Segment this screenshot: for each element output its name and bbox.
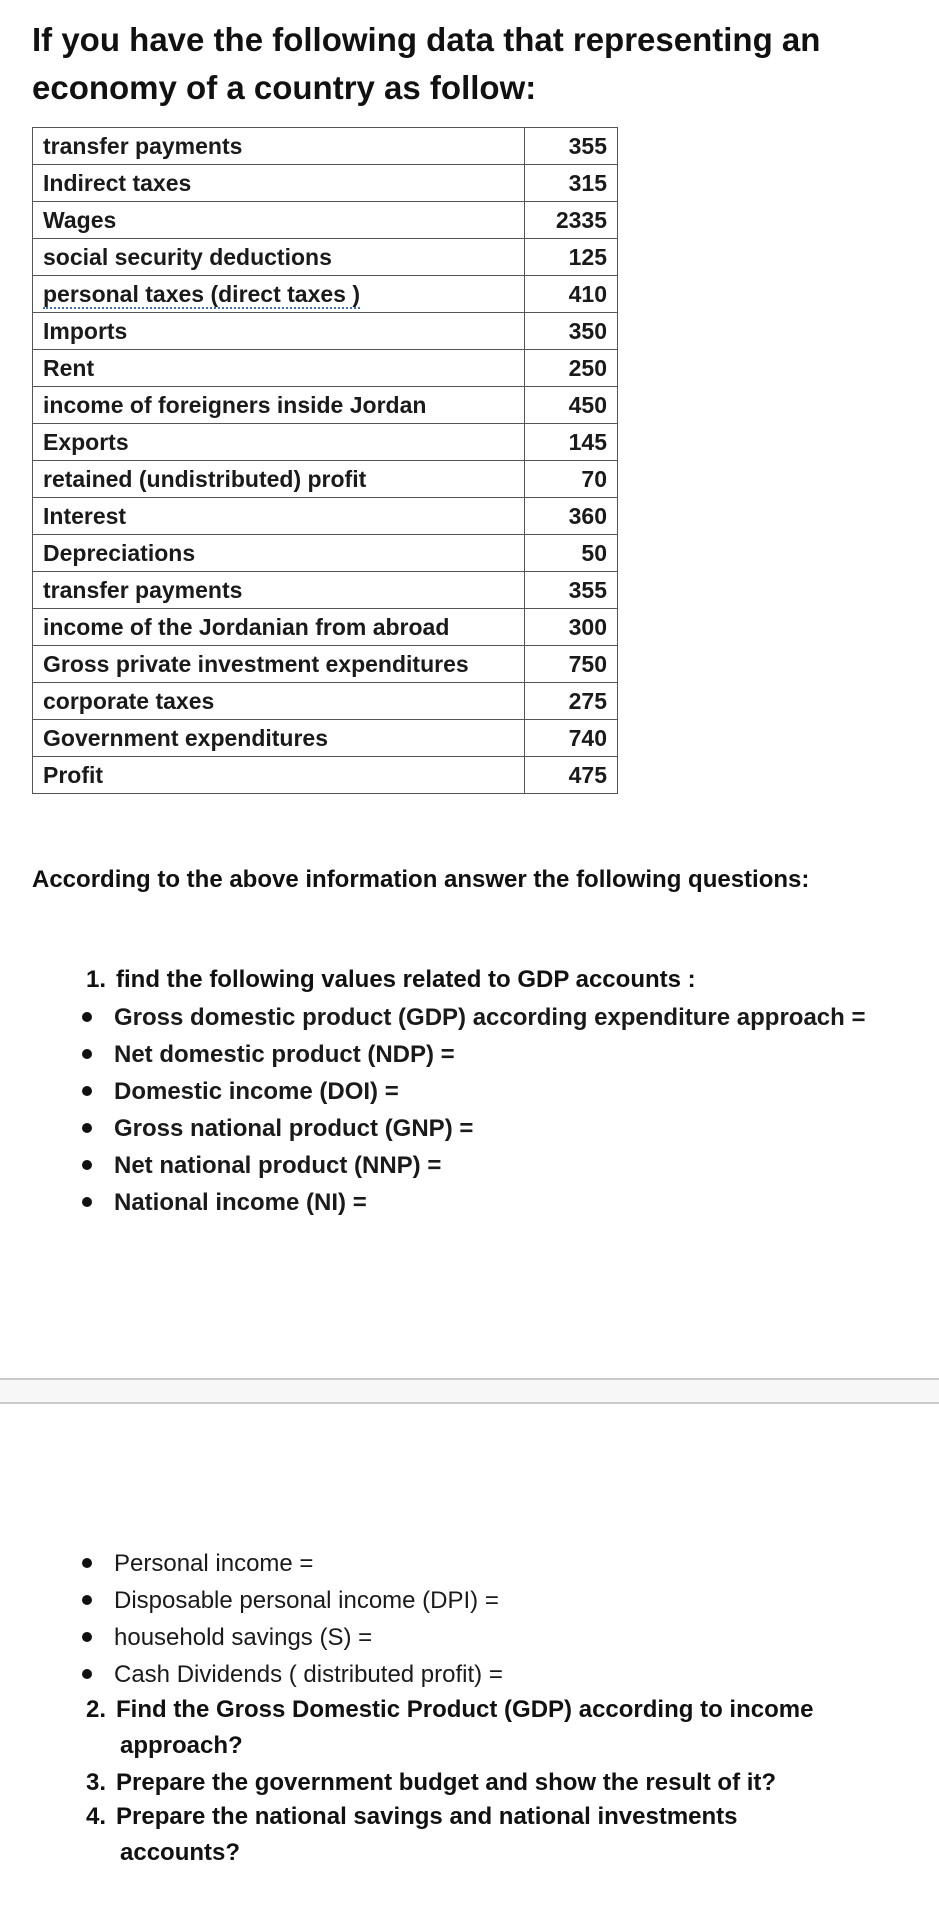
question-4 bbox=[86, 1799, 738, 1871]
list-item-text: Net domestic product (NDP) = bbox=[114, 1041, 455, 1068]
list-item-text: Disposable personal income (DPI) = bbox=[114, 1587, 499, 1614]
row-label: Imports bbox=[33, 313, 525, 350]
row-label: corporate taxes bbox=[33, 683, 525, 720]
row-label: Gross private investment expenditures bbox=[33, 646, 525, 683]
table-row bbox=[33, 572, 618, 609]
question-text: Prepare the government budget and show the result of it? bbox=[116, 1769, 777, 1796]
table-row bbox=[33, 683, 618, 720]
bullet-icon bbox=[82, 1123, 92, 1133]
row-value: 475 bbox=[524, 757, 617, 794]
question-text: find the following values related to GDP accounts : bbox=[116, 966, 696, 993]
list-item bbox=[78, 1619, 503, 1656]
bullet-icon bbox=[82, 1049, 92, 1059]
list-item bbox=[78, 1073, 865, 1110]
bullet-icon bbox=[82, 1086, 92, 1096]
question-number: 3. bbox=[86, 1769, 107, 1796]
row-value: 2335 bbox=[524, 202, 617, 239]
row-value: 50 bbox=[524, 535, 617, 572]
table-row bbox=[33, 757, 618, 794]
page-title: If you have the following data that representing an economy of a country as follow: bbox=[32, 21, 821, 106]
row-label: social security deductions bbox=[33, 239, 525, 276]
question-1 bbox=[86, 962, 696, 998]
row-value: 350 bbox=[524, 313, 617, 350]
gdp-values-list bbox=[78, 999, 865, 1221]
list-item-text: National income (NI) = bbox=[114, 1189, 367, 1216]
table-row bbox=[33, 461, 618, 498]
row-label: Indirect taxes bbox=[33, 165, 525, 202]
table-row bbox=[33, 350, 618, 387]
row-label-text: personal taxes (direct taxes ) bbox=[43, 281, 361, 307]
bullet-icon bbox=[82, 1632, 92, 1642]
bullet-icon bbox=[82, 1197, 92, 1207]
table-row bbox=[33, 387, 618, 424]
row-value: 125 bbox=[524, 239, 617, 276]
row-value: 740 bbox=[524, 720, 617, 757]
question-number: 1. bbox=[86, 966, 107, 993]
row-value: 145 bbox=[524, 424, 617, 461]
question-text-continued: approach? bbox=[120, 1732, 243, 1759]
row-value: 315 bbox=[524, 165, 617, 202]
table-row bbox=[33, 239, 618, 276]
row-label: Profit bbox=[33, 757, 525, 794]
list-item bbox=[78, 1184, 865, 1221]
bullet-icon bbox=[82, 1669, 92, 1679]
list-item-text: Personal income = bbox=[114, 1550, 314, 1577]
row-value: 360 bbox=[524, 498, 617, 535]
bullet-icon bbox=[82, 1595, 92, 1605]
row-label: Exports bbox=[33, 424, 525, 461]
row-label: Depreciations bbox=[33, 535, 525, 572]
row-value: 750 bbox=[524, 646, 617, 683]
row-value: 70 bbox=[524, 461, 617, 498]
list-item-text: Net national product (NNP) = bbox=[114, 1152, 442, 1179]
question-text: Find the Gross Domestic Product (GDP) according to income bbox=[116, 1696, 814, 1723]
question-number: 2. bbox=[86, 1696, 107, 1723]
row-value: 300 bbox=[524, 609, 617, 646]
row-label: Wages bbox=[33, 202, 525, 239]
list-item bbox=[78, 999, 865, 1036]
row-label: retained (undistributed) profit bbox=[33, 461, 525, 498]
list-item-text: Domestic income (DOI) = bbox=[114, 1078, 399, 1105]
list-item-text: Gross domestic product (GDP) according expenditure approach = bbox=[114, 1004, 866, 1031]
bullet-icon bbox=[82, 1012, 92, 1022]
question-number: 4. bbox=[86, 1803, 107, 1830]
table-row bbox=[33, 498, 618, 535]
list-item-text: Gross national product (GNP) = bbox=[114, 1115, 474, 1142]
question-2 bbox=[86, 1692, 813, 1764]
list-item bbox=[78, 1147, 865, 1184]
table-row bbox=[33, 165, 618, 202]
bullet-icon bbox=[82, 1558, 92, 1568]
row-value: 250 bbox=[524, 350, 617, 387]
table-row bbox=[33, 646, 618, 683]
economy-data-table bbox=[32, 127, 618, 794]
list-item bbox=[78, 1036, 865, 1073]
row-label: Government expenditures bbox=[33, 720, 525, 757]
list-item bbox=[78, 1545, 503, 1582]
list-item-text: Cash Dividends ( distributed profit) = bbox=[114, 1661, 503, 1688]
table-row bbox=[33, 424, 618, 461]
row-label: Interest bbox=[33, 498, 525, 535]
list-item-text: household savings (S) = bbox=[114, 1624, 373, 1651]
table-row bbox=[33, 313, 618, 350]
table-row bbox=[33, 720, 618, 757]
list-item bbox=[78, 1656, 503, 1693]
row-value: 355 bbox=[524, 572, 617, 609]
income-values-list bbox=[78, 1545, 503, 1693]
table-row bbox=[33, 128, 618, 165]
row-value: 450 bbox=[524, 387, 617, 424]
list-item bbox=[78, 1110, 865, 1147]
row-label: transfer payments bbox=[33, 128, 525, 165]
question-text-continued: accounts? bbox=[120, 1839, 241, 1866]
bullet-icon bbox=[82, 1160, 92, 1170]
row-value: 410 bbox=[524, 276, 617, 313]
row-value: 355 bbox=[524, 128, 617, 165]
table-row bbox=[33, 276, 618, 313]
section-divider bbox=[0, 1378, 939, 1404]
table-row bbox=[33, 202, 618, 239]
question-3 bbox=[86, 1765, 776, 1801]
questions-intro: According to the above information answer the following questions: bbox=[32, 866, 810, 893]
row-label: transfer payments bbox=[33, 572, 525, 609]
row-value: 275 bbox=[524, 683, 617, 720]
row-label: income of foreigners inside Jordan bbox=[33, 387, 525, 424]
table-row bbox=[33, 609, 618, 646]
question-text: Prepare the national savings and national investments bbox=[116, 1803, 738, 1830]
row-label bbox=[33, 276, 525, 313]
list-item bbox=[78, 1582, 503, 1619]
row-label: Rent bbox=[33, 350, 525, 387]
row-label: income of the Jordanian from abroad bbox=[33, 609, 525, 646]
table-row bbox=[33, 535, 618, 572]
